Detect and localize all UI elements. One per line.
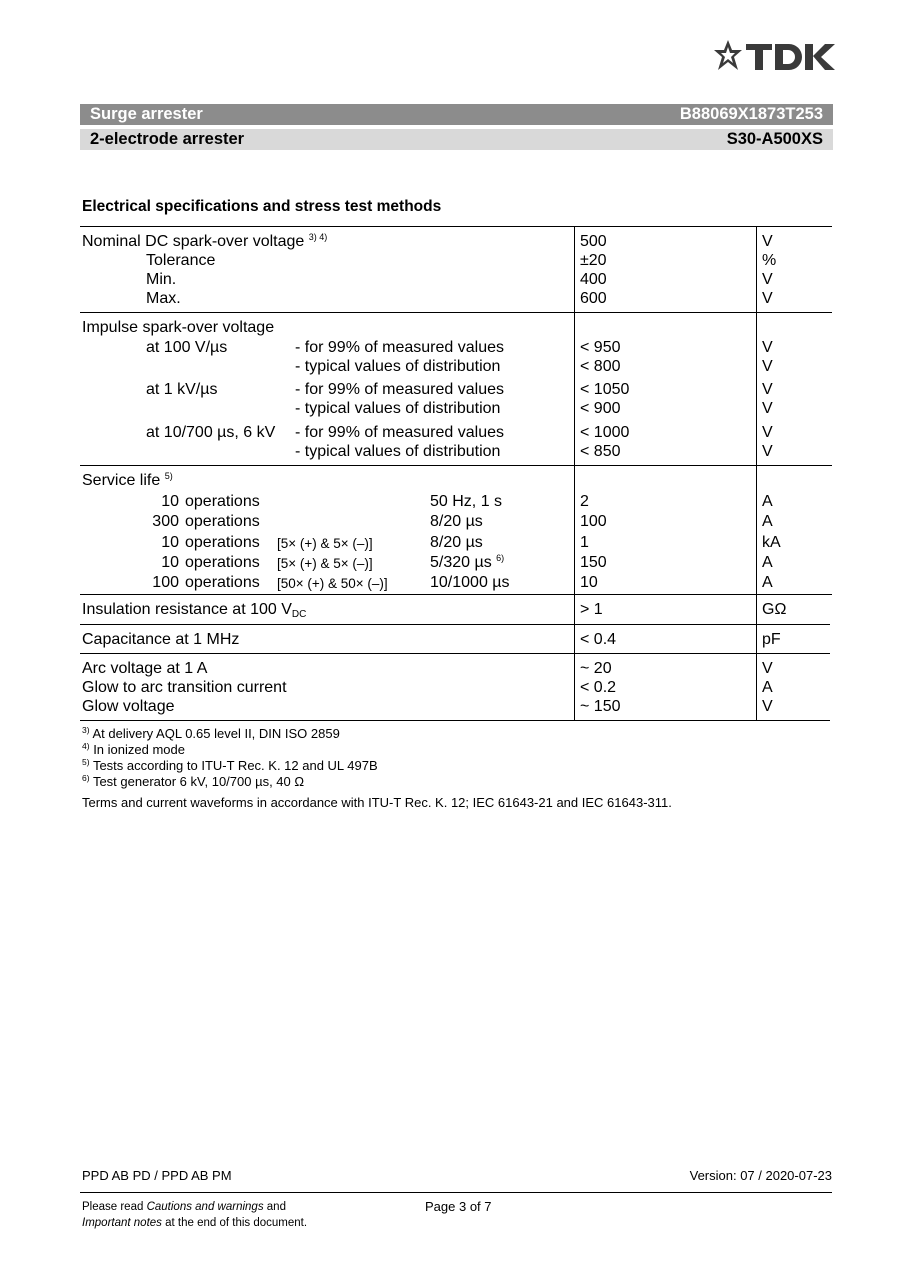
- service-life-label: Service life $^{5)}$: [82, 471, 173, 489]
- max-label: Max.: [146, 290, 181, 307]
- impulse-unit: V: [762, 339, 773, 356]
- nominal-unit: V: [762, 233, 773, 250]
- impulse-desc: - for 99% of measured values: [295, 424, 504, 441]
- op-count: 10: [161, 493, 179, 510]
- impulse-cond: at 10/700 µs, 6 kV: [146, 424, 276, 441]
- op-unit: A: [762, 493, 773, 510]
- footnote: $^{4)}$ In ionized mode: [82, 741, 185, 757]
- footer-divider: [80, 1192, 832, 1193]
- insulation-label: Insulation resistance at 100 $V_{DC}$: [82, 601, 307, 620]
- footnote: $^{6)}$ Test generator 6 kV, 10/700 µs, 40 Ω: [82, 773, 305, 789]
- op-waveform: 50 Hz, 1 s: [430, 493, 503, 510]
- nominal-label: Nominal DC spark-over voltage $^{3) 4)}$: [82, 232, 328, 250]
- arc-value: ~ 20: [580, 660, 612, 677]
- op-word: operations: [185, 574, 260, 591]
- product-subtype: 2-electrode arrester: [90, 130, 245, 148]
- op-waveform: 10/1000 µs: [430, 574, 510, 591]
- nominal-value: 500: [580, 233, 607, 250]
- capacitance-unit: pF: [762, 631, 781, 648]
- capacitance-value: < 0.4: [580, 631, 617, 648]
- arc-value: ~ 150: [580, 698, 621, 715]
- op-unit: kA: [762, 534, 781, 551]
- footnote: $^{5)}$ Tests according to ITU-T Rec. K. 12 and UL 497B: [82, 757, 378, 773]
- type-code: S30-A500XS: [726, 130, 823, 148]
- capacitance-label: Capacitance at 1 MHz: [82, 631, 240, 648]
- op-word: operations: [185, 513, 260, 530]
- tolerance-value: ±20: [580, 252, 607, 269]
- impulse-value: < 900: [580, 400, 621, 417]
- header-bar-product: [80, 104, 833, 125]
- op-value: 1: [580, 534, 589, 551]
- impulse-label: Impulse spark-over voltage: [82, 319, 275, 336]
- min-value: 400: [580, 271, 607, 288]
- op-count: 10: [161, 554, 179, 571]
- impulse-unit: V: [762, 381, 773, 398]
- impulse-unit: V: [762, 424, 773, 441]
- op-polarity: [5× (+) & 5× (–)]: [277, 556, 373, 571]
- op-count: 10: [161, 534, 179, 551]
- tolerance-unit: %: [762, 252, 777, 269]
- header-bar-subtype: [80, 129, 833, 150]
- op-waveform: 8/20 µs: [430, 513, 483, 530]
- terms-note: Terms and current waveforms in accordance with ITU-T Rec. K. 12; IEC 61643-21 and IEC 61643-311.: [82, 795, 672, 810]
- footnote: $^{3)}$ At delivery AQL 0.65 level II, DIN ISO 2859: [82, 725, 340, 741]
- op-value: 100: [580, 513, 607, 530]
- impulse-cond: at 1 kV/µs: [146, 381, 218, 398]
- arc-unit: A: [762, 679, 773, 696]
- footer-department: PPD AB PD / PPD AB PM: [82, 1168, 232, 1183]
- op-word: operations: [185, 554, 260, 571]
- op-value: 150: [580, 554, 607, 571]
- product-type: Surge arrester: [90, 105, 203, 123]
- impulse-value: < 1000: [580, 424, 630, 441]
- impulse-desc: - typical values of distribution: [295, 358, 501, 375]
- footer-version: Version: 07 / 2020-07-23: [689, 1168, 832, 1183]
- min-unit: V: [762, 271, 773, 288]
- order-number: B88069X1873T253: [679, 105, 823, 123]
- op-waveform: 8/20 µs: [430, 534, 483, 551]
- tolerance-label: Tolerance: [146, 252, 216, 269]
- impulse-unit: V: [762, 358, 773, 375]
- op-polarity: [50× (+) & 50× (–)]: [277, 576, 388, 591]
- insulation-unit: GΩ: [762, 601, 787, 618]
- arc-label: Arc voltage at 1 A: [82, 660, 208, 677]
- arc-unit: V: [762, 698, 773, 715]
- op-value: 2: [580, 493, 589, 510]
- impulse-unit: V: [762, 443, 773, 460]
- impulse-value: < 850: [580, 443, 621, 460]
- op-unit: A: [762, 513, 773, 530]
- arc-value: < 0.2: [580, 679, 617, 696]
- op-unit: A: [762, 574, 773, 591]
- arc-unit: V: [762, 660, 773, 677]
- section-title: Electrical specifications and stress test methods: [82, 198, 442, 215]
- op-count: 300: [152, 513, 179, 530]
- impulse-desc: - for 99% of measured values: [295, 339, 504, 356]
- op-polarity: [5× (+) & 5× (–)]: [277, 536, 373, 551]
- op-unit: A: [762, 554, 773, 571]
- max-unit: V: [762, 290, 773, 307]
- footer-notice: Please read Cautions and warnings and Important notes at the end of this document.: [82, 1201, 308, 1229]
- tdk-logo: [711, 38, 836, 74]
- op-word: operations: [185, 493, 260, 510]
- op-waveform: 5/320 µs $^{6)}$: [430, 553, 505, 571]
- op-value: 10: [580, 574, 598, 591]
- impulse-value: < 950: [580, 339, 621, 356]
- op-word: operations: [185, 534, 260, 551]
- impulse-desc: - for 99% of measured values: [295, 381, 504, 398]
- impulse-cond: at 100 V/µs: [146, 339, 228, 356]
- tdk-letters: [746, 44, 835, 70]
- op-count: 100: [152, 574, 179, 591]
- page-number: Page 3 of 7: [425, 1199, 492, 1214]
- impulse-value: < 1050: [580, 381, 630, 398]
- impulse-value: < 800: [580, 358, 621, 375]
- arc-label: Glow voltage: [82, 698, 175, 715]
- min-label: Min.: [146, 271, 177, 288]
- impulse-desc: - typical values of distribution: [295, 400, 501, 417]
- max-value: 600: [580, 290, 607, 307]
- insulation-value: > 1: [580, 601, 603, 618]
- arc-label: Glow to arc transition current: [82, 679, 287, 696]
- impulse-unit: V: [762, 400, 773, 417]
- impulse-desc: - typical values of distribution: [295, 443, 501, 460]
